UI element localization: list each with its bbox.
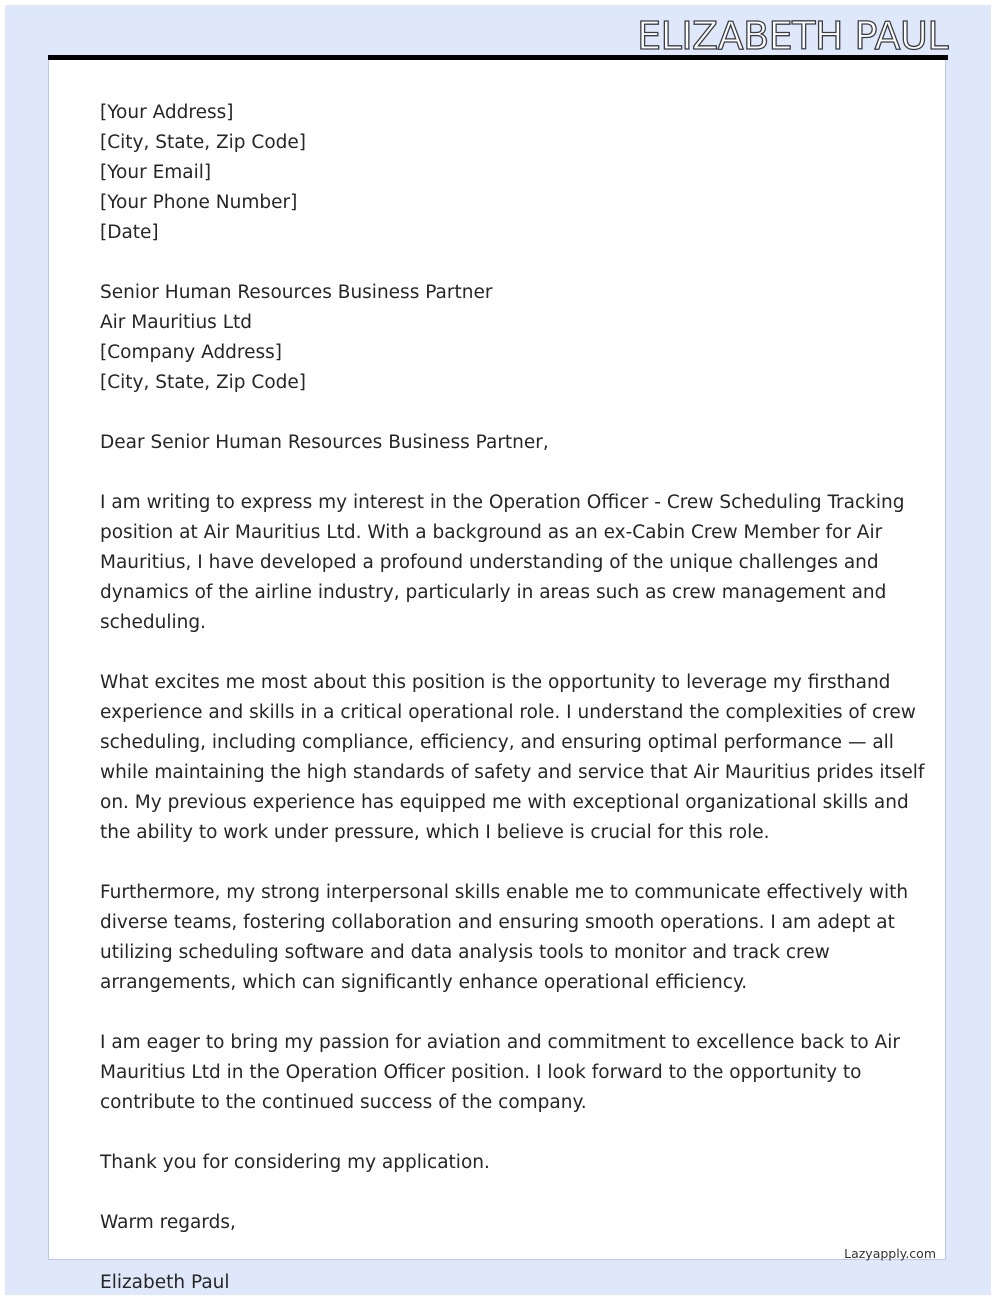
- paragraph-line: position at Air Mauritius Ltd. With a background as an ex-Cabin Crew Member for Air: [100, 522, 883, 543]
- sender-email: [Your Email]: [100, 162, 212, 183]
- applicant-name-heading: ELIZABETH PAUL: [637, 14, 948, 58]
- letter-date: [Date]: [100, 222, 159, 243]
- sender-city: [City, State, Zip Code]: [100, 132, 306, 153]
- cover-letter: [100, 98, 925, 1298]
- watermark-link[interactable]: Lazyapply.com: [844, 1246, 936, 1261]
- paragraph-line: I am writing to express my interest in the Operation Officer - Crew Scheduling Tracking: [100, 492, 905, 513]
- paragraph-line: utilizing scheduling software and data analysis tools to monitor and track crew: [100, 942, 830, 963]
- recipient-block: [100, 278, 900, 398]
- paragraph-line: Mauritius Ltd in the Operation Officer position. I look forward to the opportunity to: [100, 1062, 862, 1083]
- paragraph-line: What excites me most about this position is the opportunity to leverage my firsthand: [100, 672, 891, 693]
- paragraph-line: I am eager to bring my passion for aviation and commitment to excellence back to Air: [100, 1032, 900, 1053]
- paragraph-line: scheduling, including compliance, efficiency, and ensuring optimal performance — all: [100, 732, 894, 753]
- thanks-text: Thank you for considering my application.: [100, 1152, 490, 1173]
- salutation-text: Dear Senior Human Resources Business Partner,: [100, 432, 549, 453]
- paragraph-line: Furthermore, my strong interpersonal skills enable me to communicate effectively with: [100, 882, 909, 903]
- paragraph-line: on. My previous experience has equipped me with exceptional organizational skills and: [100, 792, 909, 813]
- recipient-city: [City, State, Zip Code]: [100, 372, 306, 393]
- paragraph-line: dynamics of the airline industry, particularly in areas such as crew management and: [100, 582, 887, 603]
- body-paragraph: [100, 668, 925, 848]
- sender-block: [100, 98, 900, 248]
- sender-address: [Your Address]: [100, 102, 234, 123]
- paragraph-line: Mauritius, I have developed a profound understanding of the unique challenges and: [100, 552, 879, 573]
- closing: [100, 1208, 900, 1238]
- paragraph-line: the ability to work under pressure, which I believe is crucial for this role.: [100, 822, 770, 843]
- salutation: [100, 428, 900, 458]
- recipient-title: Senior Human Resources Business Partner: [100, 282, 493, 303]
- paragraph-line: experience and skills in a critical operational role. I understand the complexities of crew: [100, 702, 916, 723]
- paragraph-line: scheduling.: [100, 612, 207, 633]
- paragraph-line: while maintaining the high standards of safety and service that Air Mauritius prides itself: [100, 762, 925, 783]
- paragraph-line: contribute to the continued success of the company.: [100, 1092, 587, 1113]
- thanks-paragraph: [100, 1148, 900, 1178]
- recipient-company: Air Mauritius Ltd: [100, 312, 252, 333]
- recipient-address: [Company Address]: [100, 342, 283, 363]
- signature: [100, 1268, 900, 1298]
- body-paragraph: [100, 878, 909, 998]
- closing-text: Warm regards,: [100, 1212, 236, 1233]
- signature-name: Elizabeth Paul: [100, 1272, 230, 1293]
- body-paragraph: [100, 1028, 900, 1118]
- body-paragraph: [100, 488, 905, 638]
- sender-phone: [Your Phone Number]: [100, 192, 298, 213]
- paragraph-line: arrangements, which can significantly enhance operational efficiency.: [100, 972, 748, 993]
- paragraph-line: diverse teams, fostering collaboration and ensuring smooth operations. I am adept at: [100, 912, 895, 933]
